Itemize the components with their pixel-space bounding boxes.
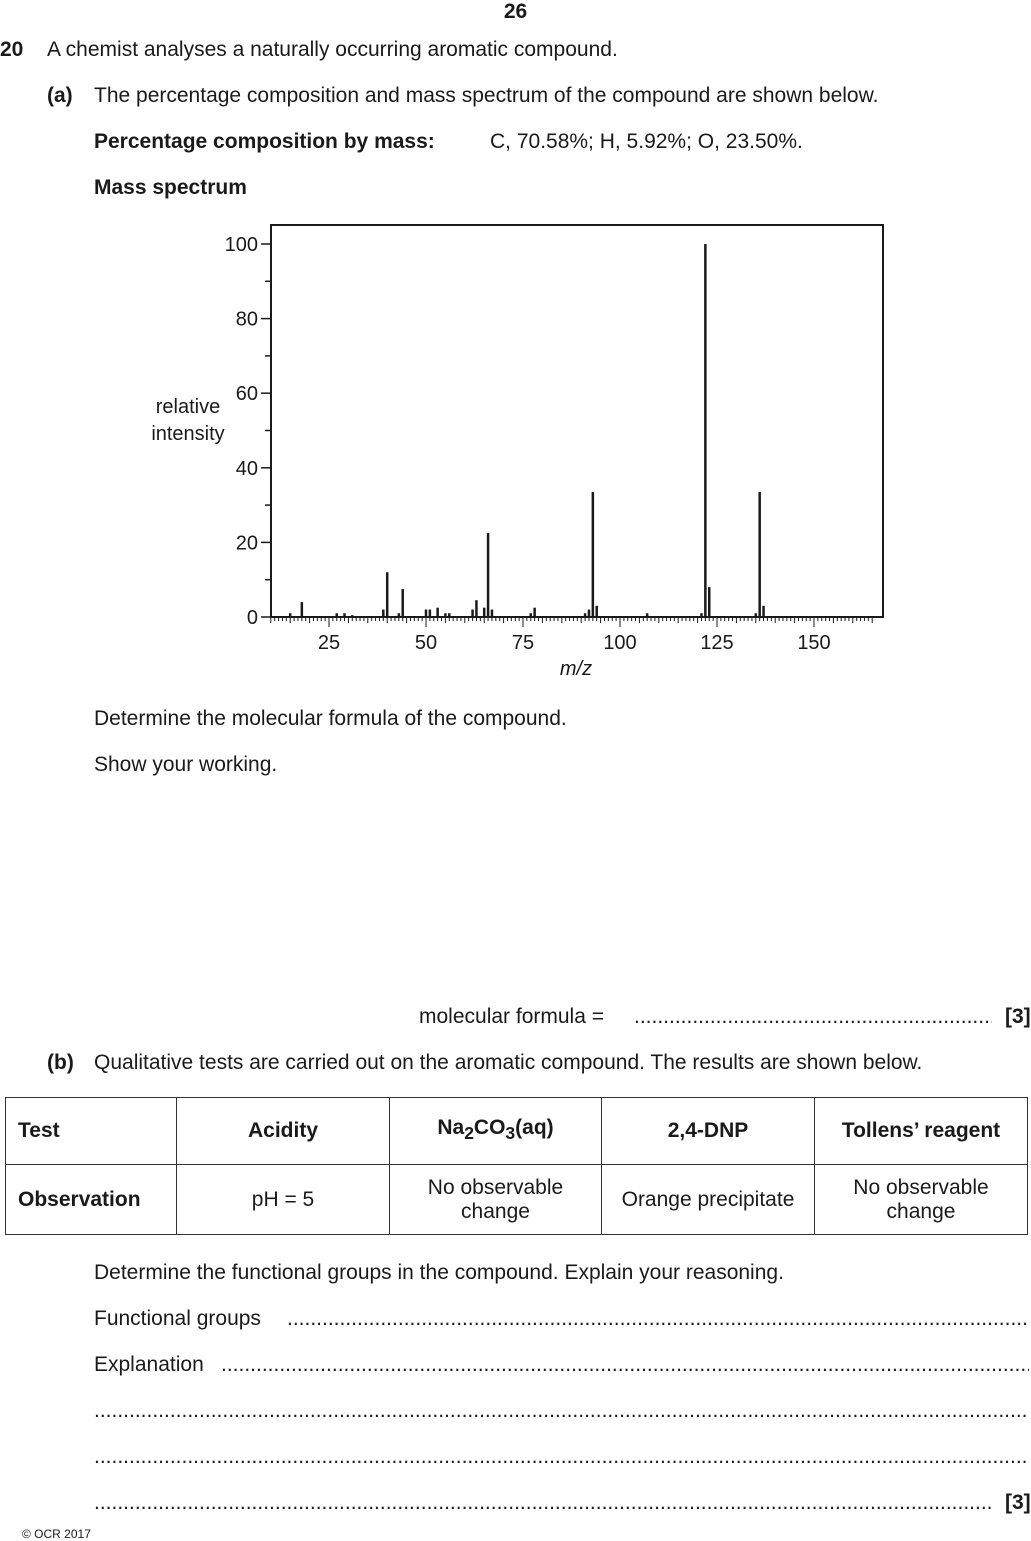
x-tick-label: 125 — [700, 632, 734, 654]
header-sodium-carbonate: $Na_2CO_3(aq)$ — [390, 1098, 602, 1165]
plot-frame — [271, 225, 883, 617]
y-tick-label: 60 — [235, 383, 258, 406]
y-axis-label-line1: relative — [155, 396, 221, 418]
part-b-marks: [3] — [1005, 1491, 1031, 1514]
spectrum-heading: Mass spectrum — [94, 176, 247, 199]
y-tick-label: 80 — [235, 308, 258, 331]
test-results-table — [5, 1097, 1028, 1235]
mass-spectrum-chart — [0, 0, 1031, 700]
y-tick-label: 20 — [235, 532, 258, 555]
header-dnp: 2,4-DNP — [602, 1098, 815, 1165]
composition-label: Percentage composition by mass: — [94, 130, 435, 153]
part-a-instruction: Determine the molecular formula of the compound. — [94, 707, 567, 730]
y-tick-label: 40 — [235, 457, 258, 480]
x-axis — [271, 617, 872, 654]
obs-acidity: pH = 5 — [177, 1165, 390, 1235]
part-b-intro: Qualitative tests are carried out on the aromatic compound. The results are shown below. — [94, 1051, 923, 1074]
y-tick-label: 0 — [246, 607, 258, 629]
row-observation: Observation — [6, 1165, 177, 1235]
obs-dnp: Orange precipitate — [602, 1165, 815, 1235]
header-tollens: Tollens’ reagent — [815, 1098, 1028, 1165]
obs-tollens: No observable change — [815, 1165, 1028, 1235]
x-axis-label: m/z — [559, 658, 593, 680]
x-tick-label: 50 — [414, 632, 438, 654]
explanation-answer-line-4[interactable] — [94, 1491, 992, 1515]
functional-groups-answer-line[interactable] — [287, 1307, 1029, 1331]
composition-value: C, 70.58%; H, 5.92%; O, 23.50%. — [490, 130, 803, 153]
part-b-label: (b) — [47, 1051, 74, 1074]
y-tick-label: 100 — [224, 234, 258, 256]
show-working: Show your working. — [94, 753, 278, 776]
page-number: 26 — [503, 0, 528, 23]
functional-groups-label: Functional groups — [94, 1307, 261, 1330]
part-b-instruction: Determine the functional groups in the compound. Explain your reasoning. — [94, 1261, 784, 1284]
explanation-answer-line-2[interactable] — [94, 1399, 1029, 1423]
molecular-formula-label: molecular formula = — [419, 1005, 604, 1028]
header-acidity: Acidity — [177, 1098, 390, 1165]
molecular-formula-answer-line[interactable] — [634, 1005, 992, 1029]
question-text: A chemist analyses a naturally occurring aromatic compound. — [47, 38, 618, 61]
copyright-footer: © OCR 2017 — [22, 1527, 91, 1541]
question-number: 20 — [0, 38, 24, 61]
x-tick-label: 25 — [317, 632, 341, 654]
table-header-row — [6, 1098, 1028, 1165]
y-axis — [225, 234, 271, 629]
explanation-answer-line-3[interactable] — [94, 1445, 1029, 1469]
part-a-marks: [3] — [1005, 1005, 1031, 1028]
x-tick-label: 150 — [797, 632, 831, 654]
header-test: Test — [6, 1098, 177, 1165]
explanation-answer-line-1[interactable] — [221, 1353, 1029, 1377]
y-axis-label-line2: intensity — [151, 423, 225, 445]
obs-sodium-carbonate: No observable change — [390, 1165, 602, 1235]
part-a-label: (a) — [47, 84, 73, 107]
explanation-label: Explanation — [94, 1353, 204, 1376]
x-tick-label: 100 — [603, 632, 637, 654]
part-a-intro: The percentage composition and mass spectrum of the compound are shown below. — [94, 84, 879, 107]
x-tick-label: 75 — [511, 632, 535, 654]
spectrum-peaks — [290, 244, 763, 617]
table-row — [6, 1165, 1028, 1235]
